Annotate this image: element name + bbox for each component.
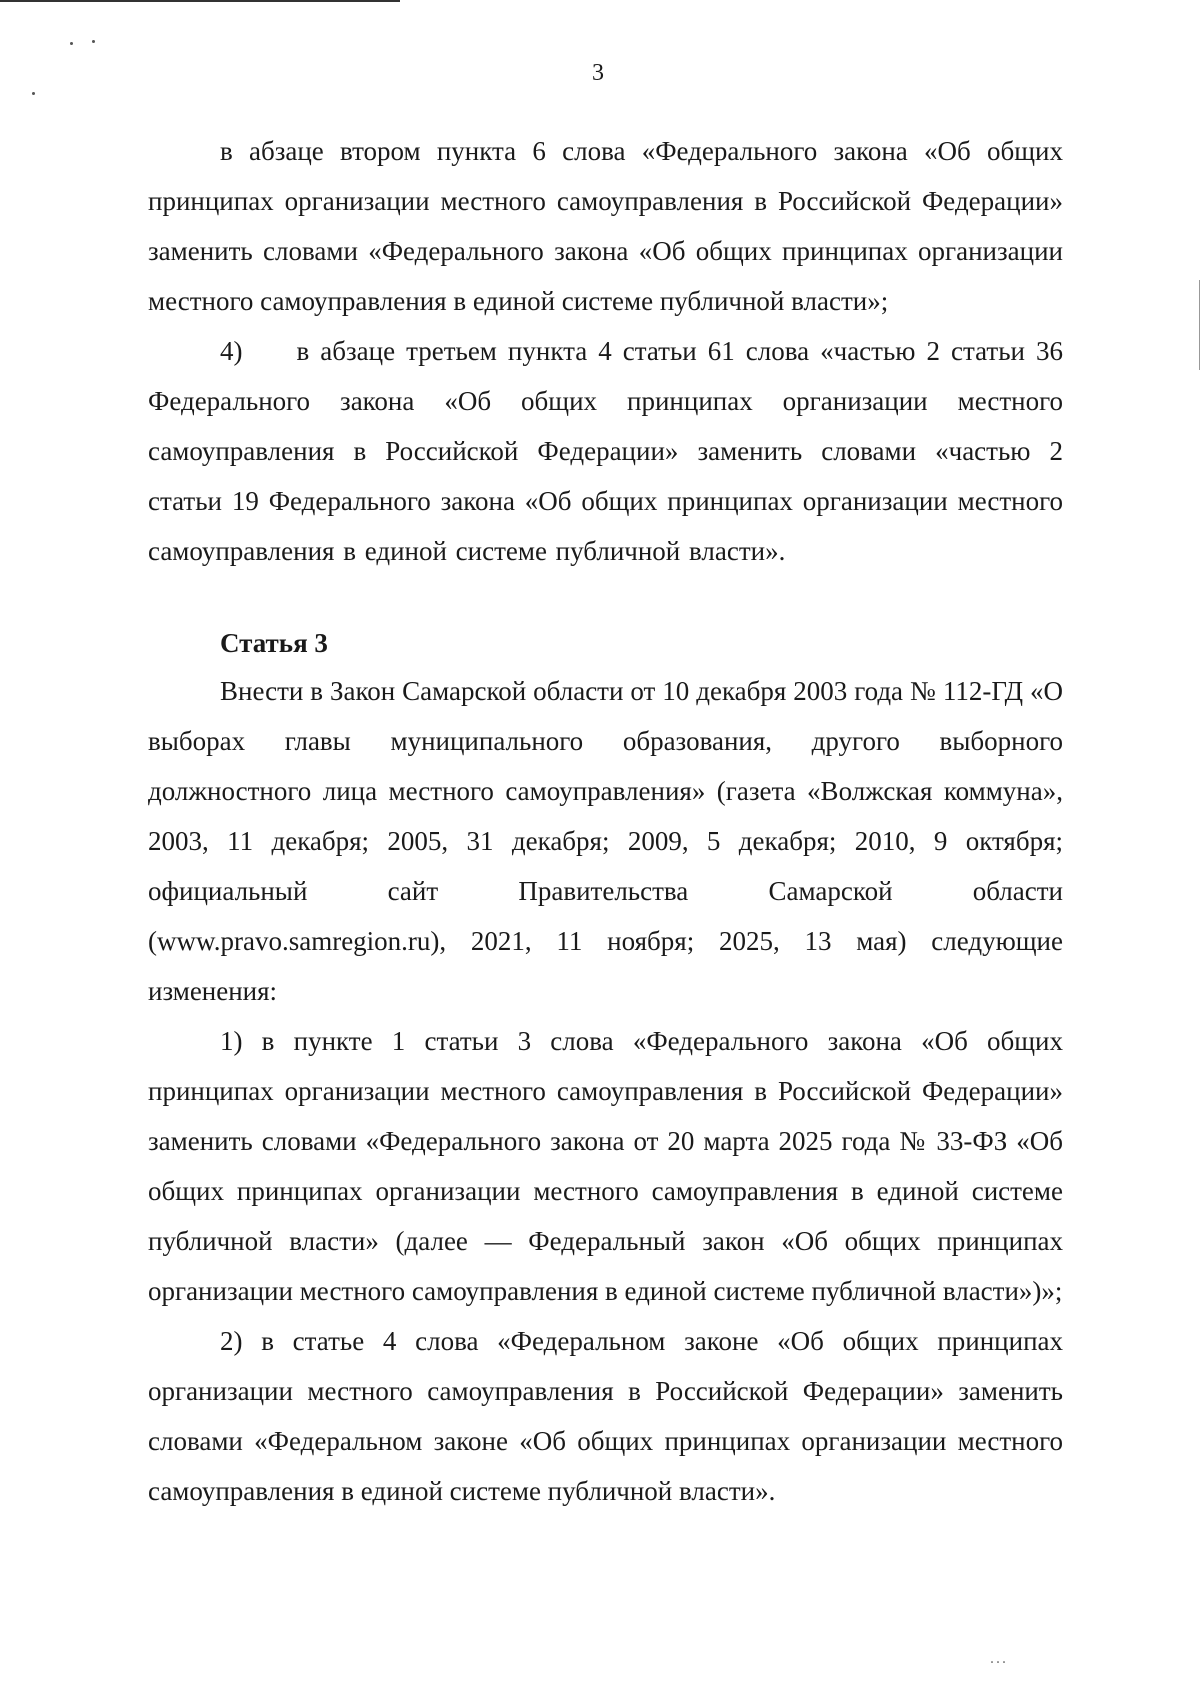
paragraph-article-intro: Внести в Закон Самарской области от 10 декабря 2003 года № 112-ГД «О выборах главы муниципального образования, другого выборного должностного лица местного самоуправления» (газета «Волжская коммуна», 2003, 11 декабря; 2005, 31 декабря; 2009, 5 декабря; 2010, 9 октября; официальный сайт Правительства Самарской области (www.pravo.samregion.ru), 2021, 11 ноября; 2025, 13 мая) следующие изменения: [148,676,1063,1006]
paragraph-item-1: 1) в пункте 1 статьи 3 слова «Федерального закона «Об общих принципах организации местного самоуправления в Российской Федерации» заменить словами «Федерального закона от 20 марта 2025 года № 33-ФЗ «Об общих принципах организации местного самоуправления в единой системе публичной власти» (далее — Федеральный закон «Об общих принципах организации местного самоуправления в единой системе публичной власти»)»; [148,1026,1063,1306]
paragraph-item-2: 2) в статье 4 слова «Федеральном законе «Об общих принципах организации местного самоуправления в Российской Федерации» заменить словами «Федеральном законе «Об общих принципах организации местного самоуправления в единой системе публичной власти». [148,1326,1063,1506]
scan-speck [32,92,35,95]
paragraph: в абзаце втором пункта 6 слова «Федерального закона «Об общих принципах организации местного самоуправления в Российской Федерации» заменить словами «Федерального закона «Об общих принципах организации местного самоуправления в единой системе публичной власти»; [148,136,1063,316]
footer-marks: ... [990,1650,1008,1667]
amendment-text-part-1 [148,126,1063,576]
scan-speck [70,42,73,45]
paragraph-item-4: 4) в абзаце третьем пункта 4 статьи 61 слова «частью 2 статьи 36 Федерального закона «Об общих принципах организации местного самоуправления в Российской Федерации» заменить словами «частью 2 статьи 19 Федерального закона «Об общих принципах организации местного самоуправления в единой системе публичной власти». [148,336,1063,566]
amendment-text-part-2 [148,666,1063,1516]
scan-speck [92,40,95,43]
top-edge-rule [0,0,400,2]
article-heading: Статья 3 [220,628,328,658]
page-number: 3 [592,60,604,86]
